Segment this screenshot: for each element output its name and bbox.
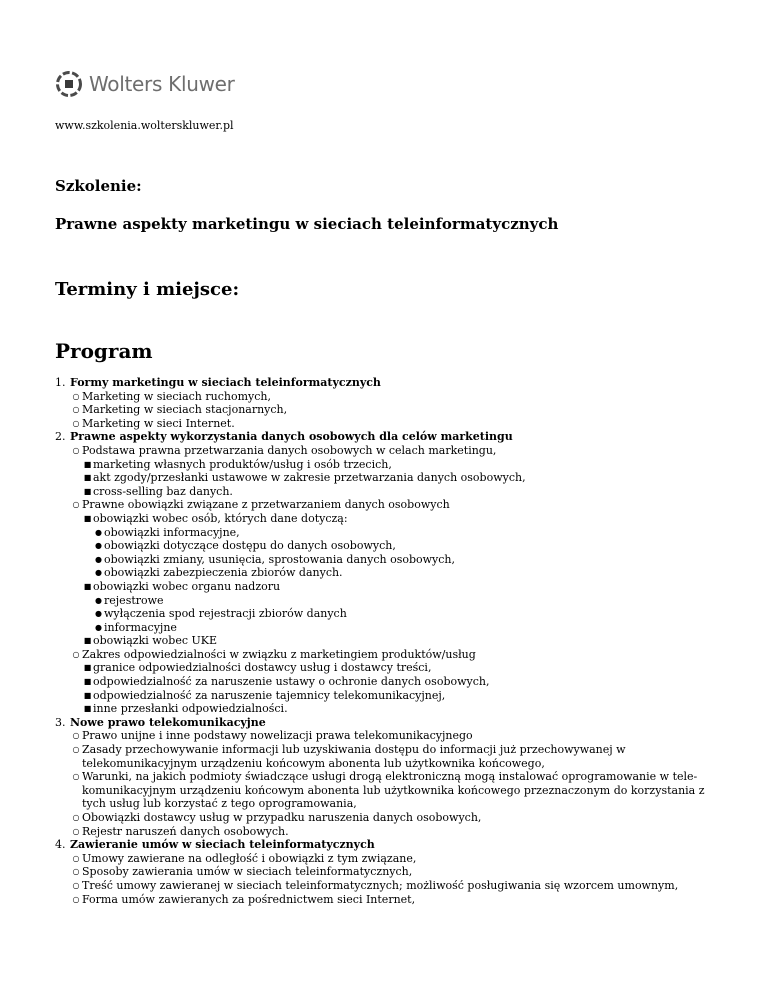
section-title: Prawne aspekty wykorzystania danych osobowych dla celów marketingu — [70, 430, 513, 444]
dot-bullet-icon: ● — [95, 568, 102, 578]
section-title: Zawieranie umów w sieciach teleinformatycznych — [70, 838, 375, 852]
circle-bullet-icon: ○ — [72, 826, 80, 836]
circle-bullet-icon: ○ — [72, 813, 80, 822]
list-item: ● obowiązki zmiany, usunięcia, sprostowania danych osobowych, — [95, 552, 455, 566]
list-item: ○ Zasady przechowywanie informacji lub uzyskiwania dostępu do informacji już przechowywanej w telekomunikacyjnym urządzeniu końcowym abonenta lub użytkownika końcowego, — [55, 743, 715, 770]
list-item: ○ Marketing w sieciach stacjonarnych, — [55, 403, 715, 417]
list-item: ○ Prawo unijne i inne podstawy nowelizacji prawa telekomunikacyjnego — [55, 729, 715, 743]
circle-bullet-icon: ○ — [72, 649, 80, 659]
circle-bullet-icon: ○ — [72, 745, 80, 755]
program-list — [55, 376, 715, 906]
list-item: ○ Zakres odpowiedzialności w związku z marketingiem produktów/usług — [55, 648, 715, 662]
list-item: ■ cross-selling baz danych. — [83, 484, 233, 498]
square-bullet-icon: ■ — [83, 486, 92, 496]
square-bullet-icon: ■ — [83, 459, 92, 469]
list-item: ■ odpowiedzialność za naruszenie ustawy o ochronie danych osobowych, — [83, 675, 490, 689]
square-bullet-icon: ■ — [83, 677, 92, 687]
list-item: ○ Forma umów zawieranych za pośrednictwem sieci Internet, — [55, 893, 715, 907]
circle-bullet-icon: ○ — [72, 445, 80, 455]
program-section — [55, 838, 715, 852]
section-number: 4. — [55, 838, 66, 852]
list-item: ● obowiązki dotyczące dostępu do danych osobowych, — [95, 539, 396, 553]
square-bullet-icon: ■ — [83, 636, 92, 646]
wolters-kluwer-logo-icon — [55, 70, 83, 98]
list-item: ■ marketing własnych produktów/usług i osób trzecich, — [83, 457, 392, 471]
list-item: ○ Treść umowy zawieranej w sieciach teleinformatycznych; możliwość posługiwania się wzorcem umownym, — [55, 879, 715, 893]
circle-bullet-icon: ○ — [72, 418, 80, 428]
circle-bullet-icon: ○ — [72, 772, 80, 782]
brand-logo — [55, 70, 235, 98]
square-bullet-icon: ■ — [83, 473, 92, 483]
list-item: ● obowiązki informacyjne, — [95, 525, 240, 539]
list-item: ● obowiązki zabezpieczenia zbiorów danych. — [95, 566, 343, 580]
section-number: 2. — [55, 430, 66, 444]
training-label: Szkolenie: — [55, 177, 142, 195]
circle-bullet-icon: ○ — [72, 894, 80, 904]
list-item: ○ Sposoby zawierania umów w sieciach teleinformatycznych, — [55, 865, 715, 879]
square-bullet-icon: ■ — [83, 663, 92, 673]
section-number: 1. — [55, 376, 66, 389]
program-section — [55, 430, 715, 444]
list-item: ■ inne przesłanki odpowiedzialności. — [83, 702, 288, 716]
training-title: Prawne aspekty marketingu w sieciach teleinformatycznych — [55, 215, 559, 233]
list-item: ○ Podstawa prawna przetwarzania danych osobowych w celach marketingu, — [55, 444, 715, 458]
list-item: ○ Umowy zawierane na odległość i obowiązki z tym związane, — [55, 852, 715, 866]
section-title: Formy marketingu w sieciach teleinformatycznych — [70, 376, 381, 389]
circle-bullet-icon: ○ — [72, 405, 80, 415]
circle-bullet-icon: ○ — [72, 880, 80, 890]
list-item: ● wyłączenia spod rejestracji zbiorów danych — [95, 607, 347, 621]
section-title: Nowe prawo telekomunikacyjne — [70, 715, 266, 729]
list-item: ■ obowiązki wobec UKE — [83, 634, 218, 648]
list-item: ■ odpowiedzialność za naruszenie tajemnicy telekomunikacyjnej, — [83, 688, 446, 702]
dot-bullet-icon: ● — [95, 595, 102, 605]
list-item: ● informacyjne — [95, 620, 177, 634]
list-item: ○ Warunki, na jakich podmioty świadczące usługi drogą elektroniczną mogą instalować oprogramowanie w tele- komunikacyjnym urządzeniu końcowym abonenta lub użytkownika końcowego przeznaczonym do korzystania z tych usług lub korzystać z tego oprogramowania, — [55, 770, 715, 811]
list-item: ○ Marketing w sieci Internet. — [55, 417, 715, 431]
circle-bullet-icon: ○ — [72, 391, 80, 401]
square-bullet-icon: ■ — [83, 704, 92, 714]
website-url[interactable]: www.szkolenia.wolterskluwer.pl — [55, 119, 234, 132]
circle-bullet-icon: ○ — [72, 731, 80, 741]
list-item: ■ obowiązki wobec organu nadzoru — [83, 579, 281, 593]
list-item: ○ Prawne obowiązki związane z przetwarzaniem danych osobowych — [55, 498, 715, 512]
square-bullet-icon: ■ — [83, 581, 92, 591]
brand-name: Wolters Kluwer — [89, 72, 235, 96]
dot-bullet-icon: ● — [95, 527, 102, 537]
list-item: ○ Obowiązki dostawcy usług w przypadku naruszenia danych osobowych, — [55, 811, 715, 825]
program-section — [55, 376, 715, 390]
terms-heading: Terminy i miejsce: — [55, 279, 240, 300]
list-item: ■ akt zgody/przesłanki ustawowe w zakresie przetwarzania danych osobowych, — [83, 471, 526, 485]
program-heading: Program — [55, 339, 153, 363]
list-item: ○ Marketing w sieciach ruchomych, — [55, 390, 715, 404]
dot-bullet-icon: ● — [95, 609, 102, 619]
square-bullet-icon: ■ — [83, 513, 92, 523]
list-item: ● rejestrowe — [95, 593, 164, 607]
circle-bullet-icon: ○ — [72, 867, 80, 877]
list-item: ■ obowiązki wobec osób, których dane dotyczą: — [83, 511, 348, 525]
list-item: ■ granice odpowiedzialności dostawcy usług i dostawcy treści, — [83, 661, 432, 675]
dot-bullet-icon: ● — [95, 554, 102, 564]
circle-bullet-icon: ○ — [72, 853, 80, 863]
program-section — [55, 716, 715, 730]
section-number: 3. — [55, 715, 66, 729]
list-item: ○ Rejestr naruszeń danych osobowych. — [55, 825, 715, 839]
dot-bullet-icon: ● — [95, 622, 102, 632]
square-bullet-icon: ■ — [83, 690, 92, 700]
dot-bullet-icon: ● — [95, 541, 102, 551]
circle-bullet-icon: ○ — [72, 500, 80, 510]
